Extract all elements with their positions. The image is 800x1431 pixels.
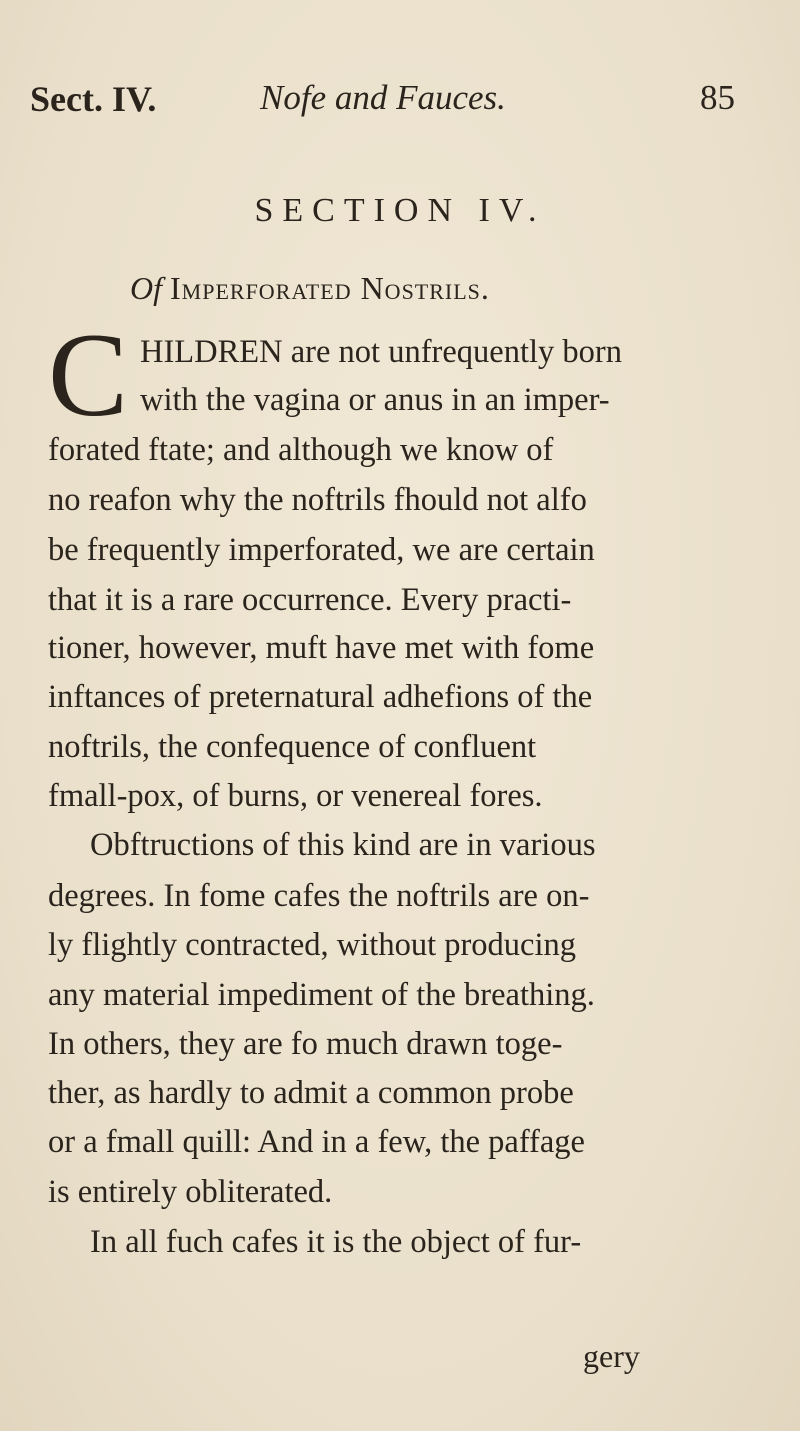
- text-line: is entirely obliterated.: [48, 1174, 333, 1210]
- text-line: ly flightly contracted, without producing: [48, 927, 577, 963]
- text-line: In others, they are fo much drawn toge-: [48, 1026, 563, 1062]
- text-line: inftances of preternatural adhefions of the: [48, 679, 593, 715]
- section-title: SECTION IV.: [254, 192, 546, 229]
- text-line: any material impediment of the breathing.: [48, 977, 595, 1013]
- running-head-section: Sect. IV.: [30, 79, 157, 119]
- catchword: gery: [583, 1338, 640, 1374]
- text-line: HILDREN are not unfrequently born: [140, 334, 622, 370]
- text-line: with the vagina or anus in an imper-: [140, 382, 610, 418]
- text-line: that it is a rare occurrence. Every practi-: [48, 582, 572, 618]
- subtitle-of: Of: [130, 270, 162, 306]
- text-line: fmall-pox, of burns, or venereal fores.: [48, 778, 543, 814]
- text-line: be frequently imperforated, we are certain: [48, 532, 595, 568]
- running-head-title: Nofe and Fauces.: [260, 78, 506, 117]
- page-number: 85: [700, 78, 735, 117]
- section-subtitle: [130, 270, 490, 307]
- text-line: degrees. In fome cafes the noftrils are on-: [48, 878, 590, 914]
- text-line: Obftructions of this kind are in various: [90, 827, 596, 863]
- text-line: tioner, however, muft have met with fome: [48, 630, 595, 666]
- subtitle-text: Imperforated Nostrils.: [170, 270, 490, 306]
- text-line: forated ftate; and although we know of: [48, 432, 554, 468]
- text-line: or a fmall quill: And in a few, the paffage: [48, 1124, 585, 1160]
- text-line: no reafon why the noftrils fhould not alfo: [48, 482, 587, 518]
- drop-cap: C: [48, 308, 129, 441]
- text-line: In all fuch cafes it is the object of fur-: [90, 1224, 582, 1260]
- text-line: noftrils, the confequence of confluent: [48, 729, 537, 765]
- text-line: ther, as hardly to admit a common probe: [48, 1075, 574, 1111]
